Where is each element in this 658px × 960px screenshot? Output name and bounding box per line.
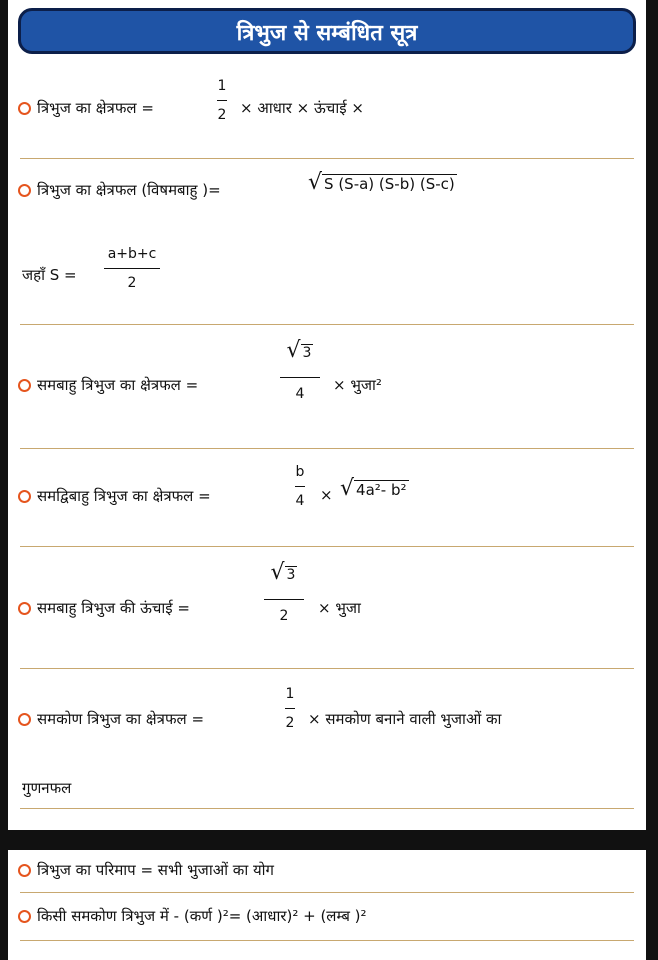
divider bbox=[20, 546, 634, 547]
fraction-root3-over-4 bbox=[276, 338, 324, 402]
formula-label: समबाहु त्रिभुज की ऊंचाई = bbox=[37, 599, 190, 617]
formula-isosceles-area bbox=[18, 486, 211, 506]
divider bbox=[20, 808, 634, 809]
sqrt-expression bbox=[308, 170, 457, 195]
formula-right-area bbox=[18, 709, 204, 729]
bullet-icon bbox=[18, 713, 31, 726]
formula-equilateral-area bbox=[18, 375, 198, 395]
denominator: 2 bbox=[285, 715, 295, 731]
formula-perimeter bbox=[18, 860, 274, 880]
divider bbox=[20, 158, 634, 159]
sqrt-icon: √ bbox=[270, 560, 285, 585]
numerator: b bbox=[295, 464, 305, 480]
formula-rest: × आधार × ऊंचाई × bbox=[240, 99, 364, 117]
formula-rest: × समकोण बनाने वाली भुजाओं का bbox=[308, 710, 502, 728]
denominator: 2 bbox=[279, 608, 289, 624]
sqrt-icon: √ bbox=[286, 338, 301, 363]
bullet-icon bbox=[18, 910, 31, 923]
title-banner bbox=[18, 8, 636, 54]
formula-continuation: गुणनफल bbox=[22, 779, 72, 797]
divider bbox=[20, 892, 634, 893]
page-title: त्रिभुज से सम्बंधित सूत्र bbox=[236, 21, 418, 46]
formula-label: त्रिभुज का क्षेत्रफल (विषमबाहु )= bbox=[37, 181, 221, 199]
formula-card-footer bbox=[8, 850, 646, 960]
bullet-icon bbox=[18, 379, 31, 392]
formula-label: किसी समकोण त्रिभुज में - (कर्ण )²= (आधार)² + (लम्ब )² bbox=[37, 907, 367, 925]
sqrt-icon: √ bbox=[308, 170, 323, 195]
formula-rest: × भुजा² bbox=[333, 376, 382, 394]
formula-equilateral-height bbox=[18, 598, 190, 618]
formula-label: समबाहु त्रिभुज का क्षेत्रफल = bbox=[37, 376, 199, 394]
formula-card-main bbox=[8, 0, 646, 830]
divider bbox=[20, 448, 634, 449]
bullet-icon bbox=[18, 102, 31, 115]
formula-label: समद्विबाहु त्रिभुज का क्षेत्रफल = bbox=[37, 487, 211, 505]
divider bbox=[20, 668, 634, 669]
fraction-half bbox=[280, 686, 300, 731]
denominator: 4 bbox=[295, 386, 305, 402]
formula-label: त्रिभुज का परिमाप = सभी भुजाओं का योग bbox=[37, 861, 275, 879]
denominator: 2 bbox=[127, 275, 137, 291]
formula-triangle-area bbox=[18, 98, 154, 118]
formula-scalene-area bbox=[18, 180, 221, 200]
bullet-icon bbox=[18, 864, 31, 877]
formula-rest: × भुजा bbox=[318, 599, 361, 617]
divider bbox=[20, 940, 634, 941]
denominator: 2 bbox=[217, 107, 227, 123]
radicand: S (S-a) (S-b) (S-c) bbox=[324, 175, 455, 193]
fraction-b-over-4 bbox=[290, 464, 310, 509]
fraction-s bbox=[100, 246, 164, 291]
formula-label: त्रिभुज का क्षेत्रफल = bbox=[37, 99, 154, 117]
sqrt-expression bbox=[340, 476, 409, 501]
numerator: a+b+c bbox=[107, 246, 157, 262]
bullet-icon bbox=[18, 184, 31, 197]
bullet-icon bbox=[18, 602, 31, 615]
times-sign: × bbox=[320, 486, 333, 504]
denominator: 4 bbox=[295, 493, 305, 509]
fraction-half bbox=[212, 78, 232, 123]
sqrt-expression: √ 3 bbox=[286, 338, 312, 363]
s-definition-label: जहाँ S = bbox=[22, 266, 77, 284]
formula-pythagoras bbox=[18, 906, 367, 926]
numerator: 1 bbox=[217, 78, 227, 94]
fraction-root3-over-2 bbox=[260, 560, 308, 624]
divider bbox=[20, 324, 634, 325]
formula-label: समकोण त्रिभुज का क्षेत्रफल = bbox=[37, 710, 205, 728]
sqrt-expression: √ 3 bbox=[270, 560, 296, 585]
sqrt-icon: √ bbox=[340, 476, 355, 501]
numerator: 1 bbox=[285, 686, 295, 702]
radicand: 4a²- b² bbox=[356, 481, 407, 499]
bullet-icon bbox=[18, 490, 31, 503]
